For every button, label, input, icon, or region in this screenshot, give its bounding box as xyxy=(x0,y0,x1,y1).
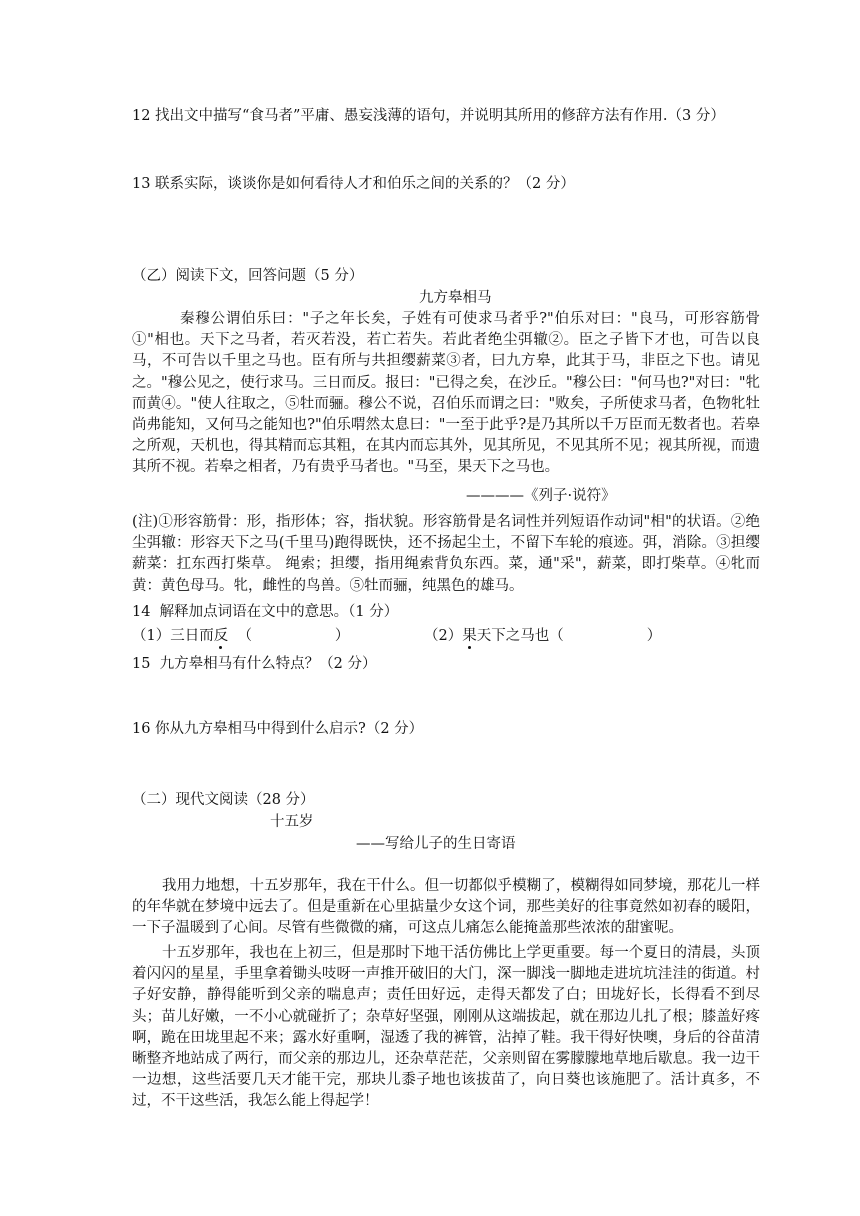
question-14-item-1 xyxy=(132,626,349,646)
item-2-prefix: （2） xyxy=(424,628,463,644)
dotted-word-guo: 果 xyxy=(462,628,477,644)
section-modern-heading: （二）现代文阅读（28 分） xyxy=(132,792,315,808)
item-1-blank: （ ） xyxy=(228,628,350,644)
item-2-blank: 天下之马也（ ） xyxy=(476,628,662,644)
passage-title: 九方皋相马 xyxy=(419,290,492,306)
essay-title: 十五岁 xyxy=(270,814,314,830)
essay-subtitle: ——写给儿子的生日寄语 xyxy=(356,836,516,852)
question-15: 15 九方皋相马有什么特点？（2 分） xyxy=(132,656,377,672)
item-1-prefix: （1）三日而 xyxy=(132,628,214,644)
question-14: 14 解释加点词语在文中的意思。（1 分） xyxy=(132,604,399,620)
question-16: 16 你从九方皋相马中得到什么启示?（2 分） xyxy=(132,721,424,737)
classical-passage: 秦穆公谓伯乐曰："子之年长矣，子姓有可使求马者乎?"伯乐对曰："良马，可形容筋骨①"相也。天下之马者，若灭若没，若亡若失。若此者绝尘弭辙②。臣之子皆下才也，可告以良马，不可告以千里之马也。臣有所与共担缨薪菜③者，曰九方皋，此其于马，非臣之下也。请见之。"穆公见之，使行求马。三日而反。报曰："已得之矣，在沙丘。"穆公曰："何马也?"对曰："牝而黄④。"使人往取之，⑤牡而骊。穆公不说，召伯乐而谓之曰："败矣，子所使求马者，色物牝牡尚弗能知，又何马之能知也?"伯乐喟然太息曰："一至于此乎?是乃其所以千万臣而无数者也。若皋之所观，天机也，得其精而忘其粗，在其内而忘其外，见其所见，不见其所不见；视其所视，而遗其所不视。若皋之相者，乃有贵乎马者也。"马至，果天下之马也。 xyxy=(132,311,760,476)
section-yi-heading: （乙）阅读下文，回答问题（5 分） xyxy=(132,268,364,284)
passage-source: ————《列子·说符》 xyxy=(466,488,616,504)
question-12: 12 找出文中描写“食马者”平庸、愚妄浅薄的语句，并说明其所用的修辞方法有作用.（3 分） xyxy=(132,108,725,124)
essay-paragraph-2: 十五岁那年，我也在上初三，但是那时下地干活仿佛比上学更重要。每一个夏日的清晨，头顶着闪闪的星星，手里拿着锄头吱呀一声推开破旧的大门，深一脚浅一脚地走进坑坑洼洼的街道。村子好安静，静得能听到父亲的喘息声；责任田好远，走得天都发了白；田垅好长，长得看不到尽头；苗儿好嫩，一不小心就碰折了；杂草好坚强，刚刚从这端拔起，就在那边儿扎了根；膝盖好疼啊，跪在田垅里起不来；露水好重啊，湿透了我的裤管，沾掉了鞋。我干得好快噢，身后的谷苗清晰整齐地站成了两行，而父亲的那边儿，还杂草茫茫，父亲则留在雾朦朦地草地后歇息。我一边干一边想，这些活要几天才能干完，那块儿黍子地也该拔苗了，向日葵也该施肥了。活计真多，不过，不干这些活，我怎么能上得起学！ xyxy=(132,945,760,1110)
annotation-notes: (注)①形容筋骨：形，指形体；容，指状貌。形容筋骨是名词性并列短语作动词"相"的状语。②绝尘弭辙：形容天下之马(千里马)跑得既快，还不扬起尘土，不留下车轮的痕迹。弭，消除。③担缨薪菜：扛东西打柴草。 绳索；担缨，指用绳索背负东西。菜，通"采"，薪菜，即打柴草。④牝而黄：黄色母马。牝，雌性的鸟兽。⑤牡而骊，纯黑色的雄马。 xyxy=(132,514,760,594)
question-13: 13 联系实际，谈谈你是如何看待人才和伯乐之间的关系的？（2 分） xyxy=(132,176,575,192)
essay-paragraph-1: 我用力地想，十五岁那年，我在干什么。但一切都似乎模糊了，模糊得如同梦境，那花儿一样的年华就在梦境中远去了。但是重新在心里掂量少女这个词，那些美好的往事竟然如初春的暖阳，一下子温暖到了心间。尽管有些微微的痛，可这点儿痛怎么能掩盖那些浓浓的甜蜜呢。 xyxy=(132,878,760,937)
dotted-word-fan: 反 xyxy=(213,628,229,644)
question-14-item-2 xyxy=(424,626,661,646)
